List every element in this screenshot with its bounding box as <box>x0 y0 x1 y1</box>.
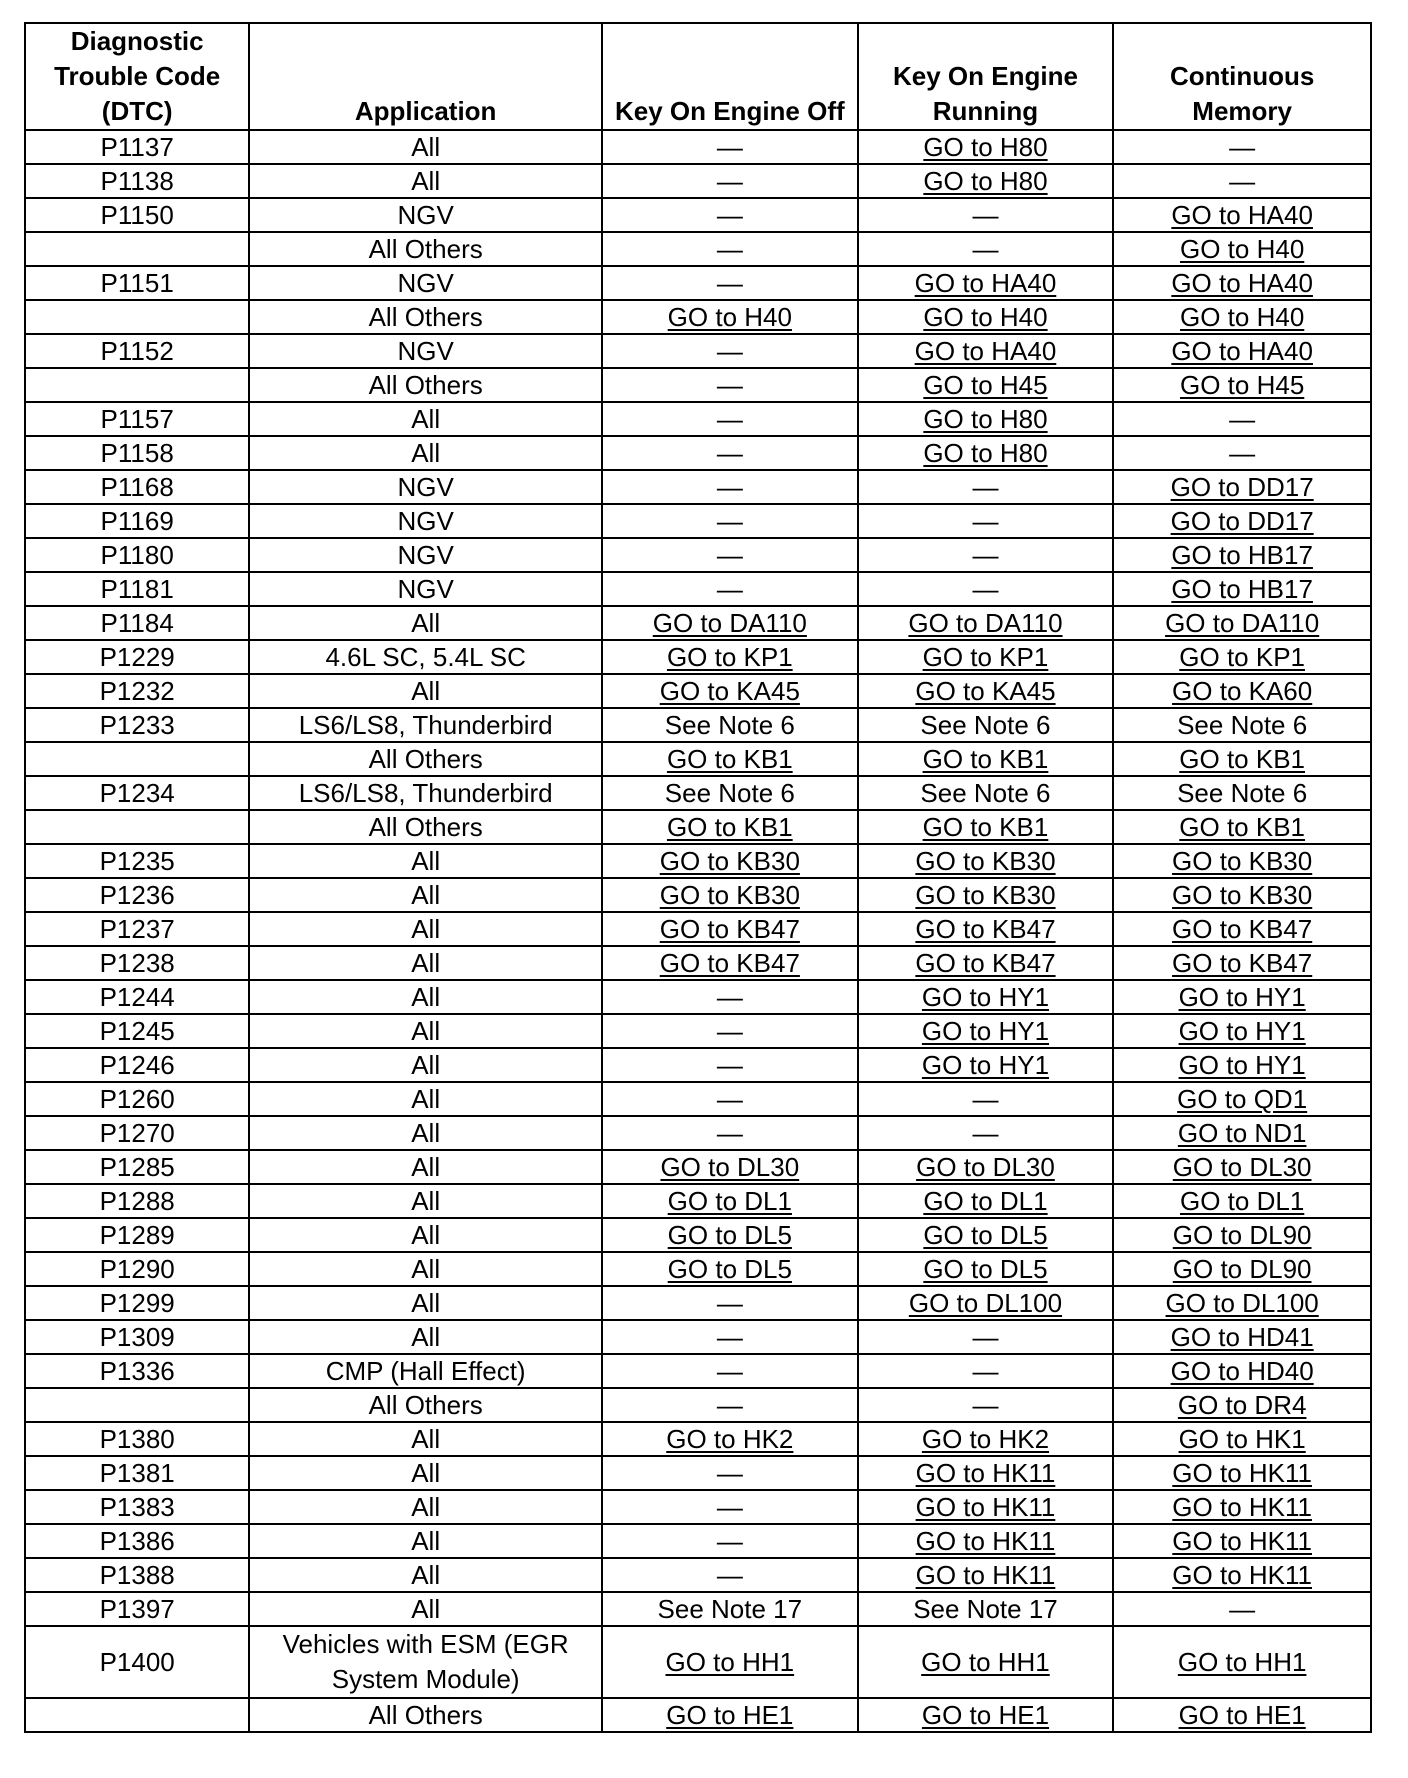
continuous-memory-cell[interactable]: GO to HA40 <box>1113 266 1371 300</box>
koer-cell[interactable]: GO to HY1 <box>858 1014 1114 1048</box>
koeo-cell: — <box>602 232 858 266</box>
koeo-cell: — <box>602 1286 858 1320</box>
koer-cell[interactable]: GO to KB47 <box>858 946 1114 980</box>
application-cell: All <box>249 1048 602 1082</box>
continuous-memory-cell[interactable]: GO to HK1 <box>1113 1422 1371 1456</box>
application-cell: All <box>249 1592 602 1626</box>
table-row <box>25 1048 1371 1082</box>
dtc-code-cell: P1184 <box>25 606 249 640</box>
koer-cell[interactable]: GO to H80 <box>858 130 1114 164</box>
koer-cell: — <box>858 198 1114 232</box>
continuous-memory-cell[interactable]: GO to H45 <box>1113 368 1371 402</box>
koeo-cell: — <box>602 198 858 232</box>
koeo-cell: — <box>602 1082 858 1116</box>
koeo-cell: — <box>602 1558 858 1592</box>
table-row <box>25 1422 1371 1456</box>
koer-cell[interactable]: GO to HY1 <box>858 1048 1114 1082</box>
application-cell: All <box>249 674 602 708</box>
dtc-code-cell: P1138 <box>25 164 249 198</box>
table-row <box>25 708 1371 742</box>
dtc-table-header <box>25 23 1371 130</box>
application-cell: All Others <box>249 300 602 334</box>
koeo-cell[interactable]: GO to H40 <box>602 300 858 334</box>
koer-cell: See Note 6 <box>858 776 1114 810</box>
koer-cell[interactable]: GO to HK11 <box>858 1558 1114 1592</box>
koeo-cell[interactable]: GO to HH1 <box>602 1626 858 1698</box>
continuous-memory-cell[interactable]: GO to HK11 <box>1113 1490 1371 1524</box>
table-row <box>25 1456 1371 1490</box>
dtc-code-cell: P1245 <box>25 1014 249 1048</box>
table-row <box>25 1082 1371 1116</box>
table-row <box>25 436 1371 470</box>
continuous-memory-cell[interactable]: GO to KP1 <box>1113 640 1371 674</box>
application-cell: All Others <box>249 810 602 844</box>
table-row <box>25 1252 1371 1286</box>
koeo-cell: See Note 6 <box>602 708 858 742</box>
koer-cell: — <box>858 1116 1114 1150</box>
koeo-cell: — <box>602 1354 858 1388</box>
continuous-memory-cell[interactable]: GO to KB47 <box>1113 912 1371 946</box>
continuous-memory-cell[interactable]: GO to H40 <box>1113 300 1371 334</box>
table-row <box>25 1558 1371 1592</box>
table-row <box>25 232 1371 266</box>
dtc-table-body <box>25 130 1371 1732</box>
dtc-code-cell: P1233 <box>25 708 249 742</box>
dtc-code-cell: P1397 <box>25 1592 249 1626</box>
application-cell: All <box>249 1558 602 1592</box>
koeo-cell: — <box>602 1320 858 1354</box>
table-row <box>25 538 1371 572</box>
dtc-code-cell: P1299 <box>25 1286 249 1320</box>
table-row <box>25 606 1371 640</box>
koer-cell: — <box>858 1388 1114 1422</box>
application-cell: NGV <box>249 538 602 572</box>
koeo-cell: — <box>602 368 858 402</box>
dtc-code-cell <box>25 368 249 402</box>
continuous-memory-cell[interactable]: GO to KB1 <box>1113 742 1371 776</box>
continuous-memory-cell: See Note 6 <box>1113 708 1371 742</box>
dtc-code-cell: P1180 <box>25 538 249 572</box>
table-row <box>25 1218 1371 1252</box>
application-cell: All <box>249 878 602 912</box>
continuous-memory-cell: — <box>1113 436 1371 470</box>
koeo-cell[interactable]: GO to DL30 <box>602 1150 858 1184</box>
table-row <box>25 1490 1371 1524</box>
table-row <box>25 1014 1371 1048</box>
dtc-table-container <box>24 22 1372 1733</box>
table-row <box>25 878 1371 912</box>
dtc-code-cell: P1151 <box>25 266 249 300</box>
continuous-memory-cell[interactable]: GO to DL90 <box>1113 1252 1371 1286</box>
application-cell: All <box>249 1422 602 1456</box>
dtc-code-cell: P1380 <box>25 1422 249 1456</box>
dtc-code-cell: P1158 <box>25 436 249 470</box>
dtc-code-cell: P1150 <box>25 198 249 232</box>
application-cell: All <box>249 980 602 1014</box>
application-cell: LS6/LS8, Thunderbird <box>249 708 602 742</box>
koer-cell[interactable]: GO to KP1 <box>858 640 1114 674</box>
table-row <box>25 776 1371 810</box>
application-cell: All <box>249 1082 602 1116</box>
dtc-code-cell: P1285 <box>25 1150 249 1184</box>
koeo-cell: — <box>602 266 858 300</box>
koer-cell: — <box>858 572 1114 606</box>
koer-cell[interactable]: GO to HK11 <box>858 1456 1114 1490</box>
dtc-code-cell <box>25 232 249 266</box>
koeo-cell[interactable]: GO to KA45 <box>602 674 858 708</box>
continuous-memory-cell[interactable]: GO to DL30 <box>1113 1150 1371 1184</box>
header-continuous-memory: Continuous Memory <box>1113 23 1371 130</box>
koer-cell[interactable]: GO to DL5 <box>858 1252 1114 1286</box>
dtc-code-cell: P1400 <box>25 1626 249 1698</box>
header-key-on-engine-off: Key On Engine Off <box>602 23 858 130</box>
koeo-cell[interactable]: GO to DA110 <box>602 606 858 640</box>
dtc-code-cell: P1244 <box>25 980 249 1014</box>
table-row <box>25 1592 1371 1626</box>
koeo-cell: — <box>602 1388 858 1422</box>
continuous-memory-cell[interactable]: GO to DR4 <box>1113 1388 1371 1422</box>
continuous-memory-cell[interactable]: GO to KB47 <box>1113 946 1371 980</box>
application-cell: All <box>249 1286 602 1320</box>
header-key-on-engine-running: Key On Engine Running <box>858 23 1114 130</box>
table-row <box>25 368 1371 402</box>
dtc-code-cell: P1383 <box>25 1490 249 1524</box>
application-cell: NGV <box>249 266 602 300</box>
application-cell: All <box>249 402 602 436</box>
continuous-memory-cell[interactable]: GO to HK11 <box>1113 1456 1371 1490</box>
continuous-memory-cell[interactable]: GO to DL90 <box>1113 1218 1371 1252</box>
koeo-cell: — <box>602 504 858 538</box>
dtc-code-cell: P1181 <box>25 572 249 606</box>
table-row <box>25 334 1371 368</box>
application-cell: All <box>249 946 602 980</box>
koer-cell[interactable]: GO to HK2 <box>858 1422 1114 1456</box>
koeo-cell: — <box>602 1014 858 1048</box>
continuous-memory-cell[interactable]: GO to ND1 <box>1113 1116 1371 1150</box>
koeo-cell[interactable]: GO to DL5 <box>602 1218 858 1252</box>
dtc-code-cell: P1386 <box>25 1524 249 1558</box>
continuous-memory-cell: See Note 6 <box>1113 776 1371 810</box>
dtc-code-cell: P1289 <box>25 1218 249 1252</box>
koeo-cell: — <box>602 130 858 164</box>
application-cell: All <box>249 844 602 878</box>
table-row <box>25 1150 1371 1184</box>
continuous-memory-cell[interactable]: GO to HD41 <box>1113 1320 1371 1354</box>
koer-cell[interactable]: GO to HK11 <box>858 1524 1114 1558</box>
koer-cell: — <box>858 504 1114 538</box>
continuous-memory-cell[interactable]: GO to HY1 <box>1113 1014 1371 1048</box>
application-cell: All <box>249 436 602 470</box>
table-row <box>25 1354 1371 1388</box>
koeo-cell: — <box>602 538 858 572</box>
koer-cell[interactable]: GO to HA40 <box>858 334 1114 368</box>
koeo-cell: See Note 6 <box>602 776 858 810</box>
koer-cell: — <box>858 1320 1114 1354</box>
koer-cell: See Note 6 <box>858 708 1114 742</box>
table-row <box>25 1388 1371 1422</box>
dtc-code-cell: P1236 <box>25 878 249 912</box>
application-cell: All <box>249 606 602 640</box>
dtc-code-cell: P1152 <box>25 334 249 368</box>
koer-cell[interactable]: GO to KB30 <box>858 878 1114 912</box>
dtc-code-cell: P1290 <box>25 1252 249 1286</box>
continuous-memory-cell[interactable]: GO to HB17 <box>1113 572 1371 606</box>
table-row <box>25 1698 1371 1732</box>
application-cell: Vehicles with ESM (EGR System Module) <box>249 1626 602 1698</box>
koer-cell[interactable]: GO to H80 <box>858 164 1114 198</box>
table-row <box>25 980 1371 1014</box>
table-row <box>25 130 1371 164</box>
table-row <box>25 1184 1371 1218</box>
application-cell: All <box>249 1490 602 1524</box>
koer-cell[interactable]: GO to KB1 <box>858 742 1114 776</box>
application-cell: NGV <box>249 470 602 504</box>
table-row <box>25 572 1371 606</box>
continuous-memory-cell[interactable]: GO to KA60 <box>1113 674 1371 708</box>
table-row <box>25 844 1371 878</box>
koer-cell[interactable]: GO to DA110 <box>858 606 1114 640</box>
koer-cell[interactable]: GO to HY1 <box>858 980 1114 1014</box>
koeo-cell: — <box>602 1456 858 1490</box>
continuous-memory-cell: — <box>1113 402 1371 436</box>
continuous-memory-cell[interactable]: GO to HA40 <box>1113 198 1371 232</box>
koeo-cell: — <box>602 1524 858 1558</box>
dtc-code-cell: P1234 <box>25 776 249 810</box>
continuous-memory-cell[interactable]: GO to HY1 <box>1113 1048 1371 1082</box>
koeo-cell[interactable]: GO to KB30 <box>602 878 858 912</box>
application-cell: NGV <box>249 198 602 232</box>
table-row <box>25 1524 1371 1558</box>
application-cell: LS6/LS8, Thunderbird <box>249 776 602 810</box>
table-row <box>25 300 1371 334</box>
continuous-memory-cell[interactable]: GO to H40 <box>1113 232 1371 266</box>
koer-cell[interactable]: GO to HH1 <box>858 1626 1114 1698</box>
koeo-cell: — <box>602 572 858 606</box>
koeo-cell[interactable]: GO to DL5 <box>602 1252 858 1286</box>
continuous-memory-cell[interactable]: GO to KB1 <box>1113 810 1371 844</box>
koer-cell: — <box>858 538 1114 572</box>
continuous-memory-cell[interactable]: GO to DL100 <box>1113 1286 1371 1320</box>
continuous-memory-cell: — <box>1113 1592 1371 1626</box>
dtc-code-cell: P1288 <box>25 1184 249 1218</box>
application-cell: NGV <box>249 504 602 538</box>
dtc-code-cell: P1246 <box>25 1048 249 1082</box>
continuous-memory-cell[interactable]: GO to HA40 <box>1113 334 1371 368</box>
koeo-cell[interactable]: GO to KB47 <box>602 912 858 946</box>
continuous-memory-cell[interactable]: GO to DD17 <box>1113 504 1371 538</box>
koer-cell[interactable]: GO to KB1 <box>858 810 1114 844</box>
continuous-memory-cell[interactable]: GO to HH1 <box>1113 1626 1371 1698</box>
continuous-memory-cell[interactable]: GO to HE1 <box>1113 1698 1371 1732</box>
koer-cell[interactable]: GO to DL1 <box>858 1184 1114 1218</box>
continuous-memory-cell: — <box>1113 164 1371 198</box>
header-row <box>25 23 1371 130</box>
koer-cell[interactable]: GO to KB47 <box>858 912 1114 946</box>
koer-cell: — <box>858 1354 1114 1388</box>
dtc-code-cell: P1336 <box>25 1354 249 1388</box>
koer-cell: — <box>858 232 1114 266</box>
application-cell: All <box>249 1218 602 1252</box>
continuous-memory-cell[interactable]: GO to KB30 <box>1113 844 1371 878</box>
application-cell: All <box>249 1456 602 1490</box>
koeo-cell[interactable]: GO to HK2 <box>602 1422 858 1456</box>
koeo-cell: See Note 17 <box>602 1592 858 1626</box>
continuous-memory-cell[interactable]: GO to HD40 <box>1113 1354 1371 1388</box>
table-row <box>25 1286 1371 1320</box>
continuous-memory-cell[interactable]: GO to KB30 <box>1113 878 1371 912</box>
dtc-code-cell <box>25 1388 249 1422</box>
continuous-memory-cell[interactable]: GO to DD17 <box>1113 470 1371 504</box>
application-cell: All <box>249 1014 602 1048</box>
koeo-cell[interactable]: GO to KP1 <box>602 640 858 674</box>
koer-cell: See Note 17 <box>858 1592 1114 1626</box>
application-cell: All <box>249 1184 602 1218</box>
dtc-code-cell: P1235 <box>25 844 249 878</box>
application-cell: All <box>249 1150 602 1184</box>
application-cell: All <box>249 1320 602 1354</box>
table-row <box>25 504 1371 538</box>
koeo-cell: — <box>602 436 858 470</box>
dtc-code-cell: P1229 <box>25 640 249 674</box>
dtc-code-cell <box>25 300 249 334</box>
koer-cell[interactable]: GO to DL30 <box>858 1150 1114 1184</box>
koer-cell[interactable]: GO to HE1 <box>858 1698 1114 1732</box>
koeo-cell[interactable]: GO to KB30 <box>602 844 858 878</box>
koeo-cell[interactable]: GO to KB47 <box>602 946 858 980</box>
dtc-code-cell: P1388 <box>25 1558 249 1592</box>
application-cell: All Others <box>249 1698 602 1732</box>
continuous-memory-cell: — <box>1113 130 1371 164</box>
dtc-code-cell: P1270 <box>25 1116 249 1150</box>
table-row <box>25 470 1371 504</box>
dtc-code-cell <box>25 810 249 844</box>
koer-cell[interactable]: GO to HA40 <box>858 266 1114 300</box>
table-row <box>25 266 1371 300</box>
dtc-code-cell: P1238 <box>25 946 249 980</box>
koer-cell: — <box>858 1082 1114 1116</box>
application-cell: NGV <box>249 334 602 368</box>
koeo-cell: — <box>602 164 858 198</box>
koeo-cell[interactable]: GO to HE1 <box>602 1698 858 1732</box>
continuous-memory-cell[interactable]: GO to HK11 <box>1113 1558 1371 1592</box>
koer-cell[interactable]: GO to H80 <box>858 402 1114 436</box>
dtc-code-cell: P1157 <box>25 402 249 436</box>
continuous-memory-cell[interactable]: GO to HK11 <box>1113 1524 1371 1558</box>
dtc-code-cell: P1137 <box>25 130 249 164</box>
table-row <box>25 1116 1371 1150</box>
koeo-cell: — <box>602 470 858 504</box>
header-dtc: Diagnostic Trouble Code (DTC) <box>25 23 249 130</box>
table-row <box>25 1626 1371 1698</box>
koeo-cell: — <box>602 980 858 1014</box>
continuous-memory-cell[interactable]: GO to DA110 <box>1113 606 1371 640</box>
application-cell: All <box>249 164 602 198</box>
koer-cell[interactable]: GO to DL5 <box>858 1218 1114 1252</box>
koeo-cell: — <box>602 334 858 368</box>
dtc-code-cell: P1309 <box>25 1320 249 1354</box>
koer-cell[interactable]: GO to HK11 <box>858 1490 1114 1524</box>
application-cell: All <box>249 130 602 164</box>
application-cell: All <box>249 1116 602 1150</box>
table-row <box>25 1320 1371 1354</box>
application-cell: All Others <box>249 368 602 402</box>
dtc-code-cell: P1232 <box>25 674 249 708</box>
table-row <box>25 810 1371 844</box>
dtc-code-cell: P1237 <box>25 912 249 946</box>
continuous-memory-cell[interactable]: GO to QD1 <box>1113 1082 1371 1116</box>
koeo-cell: — <box>602 1490 858 1524</box>
header-application: Application <box>249 23 602 130</box>
table-row <box>25 912 1371 946</box>
table-row <box>25 674 1371 708</box>
koer-cell[interactable]: GO to DL100 <box>858 1286 1114 1320</box>
koer-cell: — <box>858 470 1114 504</box>
dtc-code-cell <box>25 742 249 776</box>
application-cell: All <box>249 1524 602 1558</box>
application-cell: CMP (Hall Effect) <box>249 1354 602 1388</box>
koeo-cell: — <box>602 1116 858 1150</box>
table-row <box>25 198 1371 232</box>
dtc-code-cell: P1260 <box>25 1082 249 1116</box>
table-row <box>25 402 1371 436</box>
application-cell: All <box>249 1252 602 1286</box>
dtc-table <box>24 22 1372 1733</box>
koeo-cell[interactable]: GO to DL1 <box>602 1184 858 1218</box>
table-row <box>25 742 1371 776</box>
application-cell: All <box>249 912 602 946</box>
application-cell: All Others <box>249 1388 602 1422</box>
koer-cell[interactable]: GO to KA45 <box>858 674 1114 708</box>
dtc-code-cell: P1381 <box>25 1456 249 1490</box>
koeo-cell: — <box>602 402 858 436</box>
dtc-code-cell: P1169 <box>25 504 249 538</box>
application-cell: NGV <box>249 572 602 606</box>
application-cell: 4.6L SC, 5.4L SC <box>249 640 602 674</box>
continuous-memory-cell[interactable]: GO to DL1 <box>1113 1184 1371 1218</box>
koeo-cell: — <box>602 1048 858 1082</box>
continuous-memory-cell[interactable]: GO to HY1 <box>1113 980 1371 1014</box>
dtc-code-cell <box>25 1698 249 1732</box>
continuous-memory-cell[interactable]: GO to HB17 <box>1113 538 1371 572</box>
koer-cell[interactable]: GO to H80 <box>858 436 1114 470</box>
table-row <box>25 946 1371 980</box>
koer-cell[interactable]: GO to H45 <box>858 368 1114 402</box>
koeo-cell[interactable]: GO to KB1 <box>602 810 858 844</box>
koer-cell[interactable]: GO to KB30 <box>858 844 1114 878</box>
koer-cell[interactable]: GO to H40 <box>858 300 1114 334</box>
koeo-cell[interactable]: GO to KB1 <box>602 742 858 776</box>
table-row <box>25 640 1371 674</box>
application-cell: All Others <box>249 232 602 266</box>
table-row <box>25 164 1371 198</box>
application-cell: All Others <box>249 742 602 776</box>
dtc-code-cell: P1168 <box>25 470 249 504</box>
